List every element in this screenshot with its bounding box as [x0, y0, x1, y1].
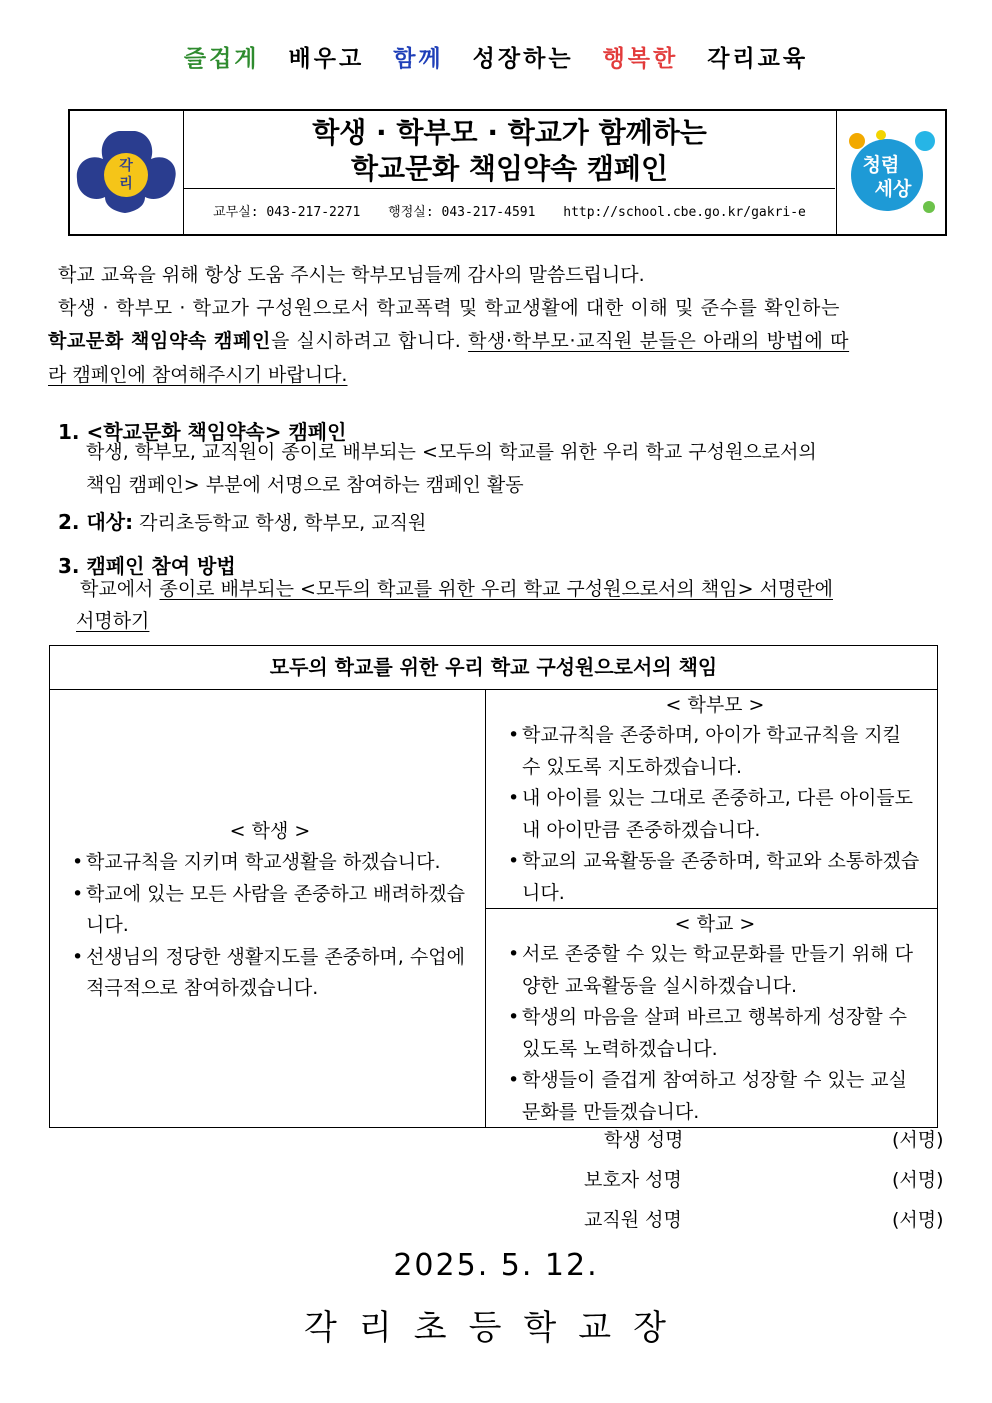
intro-line-4 — [48, 359, 347, 392]
intro-line-3-text: 을 실시하려고 합니다. — [270, 330, 469, 352]
admin-phone: 행정실: 043-217-4591 — [388, 205, 536, 220]
section-3-line-1-underline: 종이로 배부되는 <모두의 학교를 위한 우리 학교 구성원으로서의 책임> 서명란에 — [159, 578, 833, 600]
section-2-label: 2. 대상: — [58, 510, 134, 534]
page-title — [184, 111, 835, 189]
contact-line — [184, 191, 835, 234]
section-1-line-1: 학생, 학부모, 교직원이 종이로 배부되는 <모두의 학교를 위한 우리 학교 구성원으로서의 — [86, 441, 817, 463]
school-list — [506, 939, 924, 1128]
staff-signature-label: 교직원 성명 — [584, 1209, 682, 1231]
header-box — [68, 109, 947, 236]
list-item: • 학교의 교육활동을 존중하며, 학교와 소통하겠습니다. — [506, 846, 924, 909]
intro-line-3 — [48, 325, 849, 358]
list-item: • 학생들이 즐겁게 참여하고 성장할 수 있는 교실문화를 만들겠습니다. — [506, 1065, 924, 1128]
intro-line-1: 학교 교육을 위해 항상 도움 주시는 학부모님들께 감사의 말씀드립니다. — [58, 264, 645, 286]
slogan-word-3: 함께 — [393, 46, 444, 72]
section-3-line-1-a: 학교에서 — [80, 578, 160, 600]
school-title: < 학교 > — [674, 913, 756, 935]
integrity-logo-icon — [837, 111, 946, 234]
office-phone: 교무실: 043-217-2271 — [213, 205, 361, 220]
school-emblem-icon — [70, 111, 183, 234]
table-title: 모두의 학교를 위한 우리 학교 구성원으로서의 책임 — [50, 646, 937, 690]
list-item: • 선생님의 정당한 생활지도를 존중하며, 수업에 적극적으로 참여하겠습니다. — [70, 942, 470, 1005]
parent-signature-field[interactable]: (서명) — [892, 1169, 944, 1191]
slogan — [0, 40, 992, 73]
svg-text:세상: 세상 — [874, 178, 912, 200]
principal-signature: 각리초등학교장 — [304, 1308, 688, 1348]
list-item: • 학교규칙을 지키며 학교생활을 하겠습니다. — [70, 847, 470, 879]
parent-list — [506, 720, 924, 909]
parent-cell — [486, 690, 937, 909]
svg-text:청렴: 청렴 — [862, 154, 900, 176]
student-signature-field[interactable]: (서명) — [892, 1129, 944, 1151]
section-3-line-1 — [80, 573, 833, 606]
responsibility-table — [49, 645, 938, 1128]
document-date: 2025. 5. 12. — [393, 1248, 599, 1283]
staff-signature-field[interactable]: (서명) — [892, 1209, 944, 1231]
student-signature-label: 학생 성명 — [604, 1129, 684, 1151]
section-3-title: 3. 캠페인 참여 방법 — [58, 554, 236, 578]
student-title: < 학생 > — [229, 820, 311, 842]
intro-line-4-underline: 라 캠페인에 참여해주시기 바랍니다. — [48, 364, 348, 386]
slogan-word-4: 성장하는 — [472, 46, 574, 72]
campaign-name-bold: 학교문화 책임약속 캠페인 — [48, 330, 271, 352]
intro-line-2: 학생 · 학부모 · 학교가 구성원으로서 학교폭력 및 학교생활에 대한 이해 및 준수를 확인하는 — [58, 297, 840, 319]
list-item: • 학교에 있는 모든 사람을 존중하고 배려하겠습니다. — [70, 879, 470, 942]
title-line-1: 학생 · 학부모 · 학교가 함께하는 — [312, 116, 707, 149]
svg-text:리: 리 — [119, 176, 133, 192]
school-cell — [486, 909, 937, 1127]
slogan-word-2: 배우고 — [288, 46, 365, 72]
list-item: • 내 아이를 있는 그대로 존중하고, 다른 아이들도 내 아이만큼 존중하겠습니다. — [506, 783, 924, 846]
slogan-word-6: 각리교육 — [707, 46, 809, 72]
parent-signature-label: 보호자 성명 — [584, 1169, 682, 1191]
section-1-line-2: 책임 캠페인> 부분에 서명으로 참여하는 캠페인 활동 — [86, 474, 524, 496]
section-3-line-2-underline: 서명하기 — [76, 610, 150, 632]
intro-line-3-underline: 학생·학부모·교직원 분들은 아래의 방법에 따 — [468, 330, 850, 352]
school-url[interactable]: http://school.cbe.go.kr/gakri-e — [563, 205, 806, 220]
list-item: • 학생의 마음을 살펴 바르고 행복하게 성장할 수 있도록 노력하겠습니다. — [506, 1002, 924, 1065]
integrity-badge-cell — [836, 111, 946, 234]
section-2-value: 각리초등학교 학생, 학부모, 교직원 — [133, 512, 427, 534]
student-cell — [50, 690, 486, 1127]
list-item: • 학교규칙을 존중하며, 아이가 학교규칙을 지킬 수 있도록 지도하겠습니다. — [506, 720, 924, 783]
list-item: • 서로 존중할 수 있는 학교문화를 만들기 위해 다양한 교육활동을 실시하겠습니다. — [506, 939, 924, 1002]
section-1-title: 1. <학교문화 책임약속> 캠페인 — [58, 420, 347, 444]
school-logo-cell — [70, 111, 184, 234]
section-2 — [58, 507, 426, 538]
parent-title: < 학부모 > — [665, 694, 765, 716]
student-list — [70, 847, 470, 1005]
section-3-line-2 — [76, 605, 149, 638]
title-line-2: 학교문화 책임약속 캠페인 — [350, 152, 669, 185]
slogan-word-1: 즐겁게 — [183, 46, 260, 72]
title-cell — [184, 111, 835, 234]
svg-text:각: 각 — [119, 158, 133, 174]
slogan-word-5: 행복한 — [602, 46, 679, 72]
